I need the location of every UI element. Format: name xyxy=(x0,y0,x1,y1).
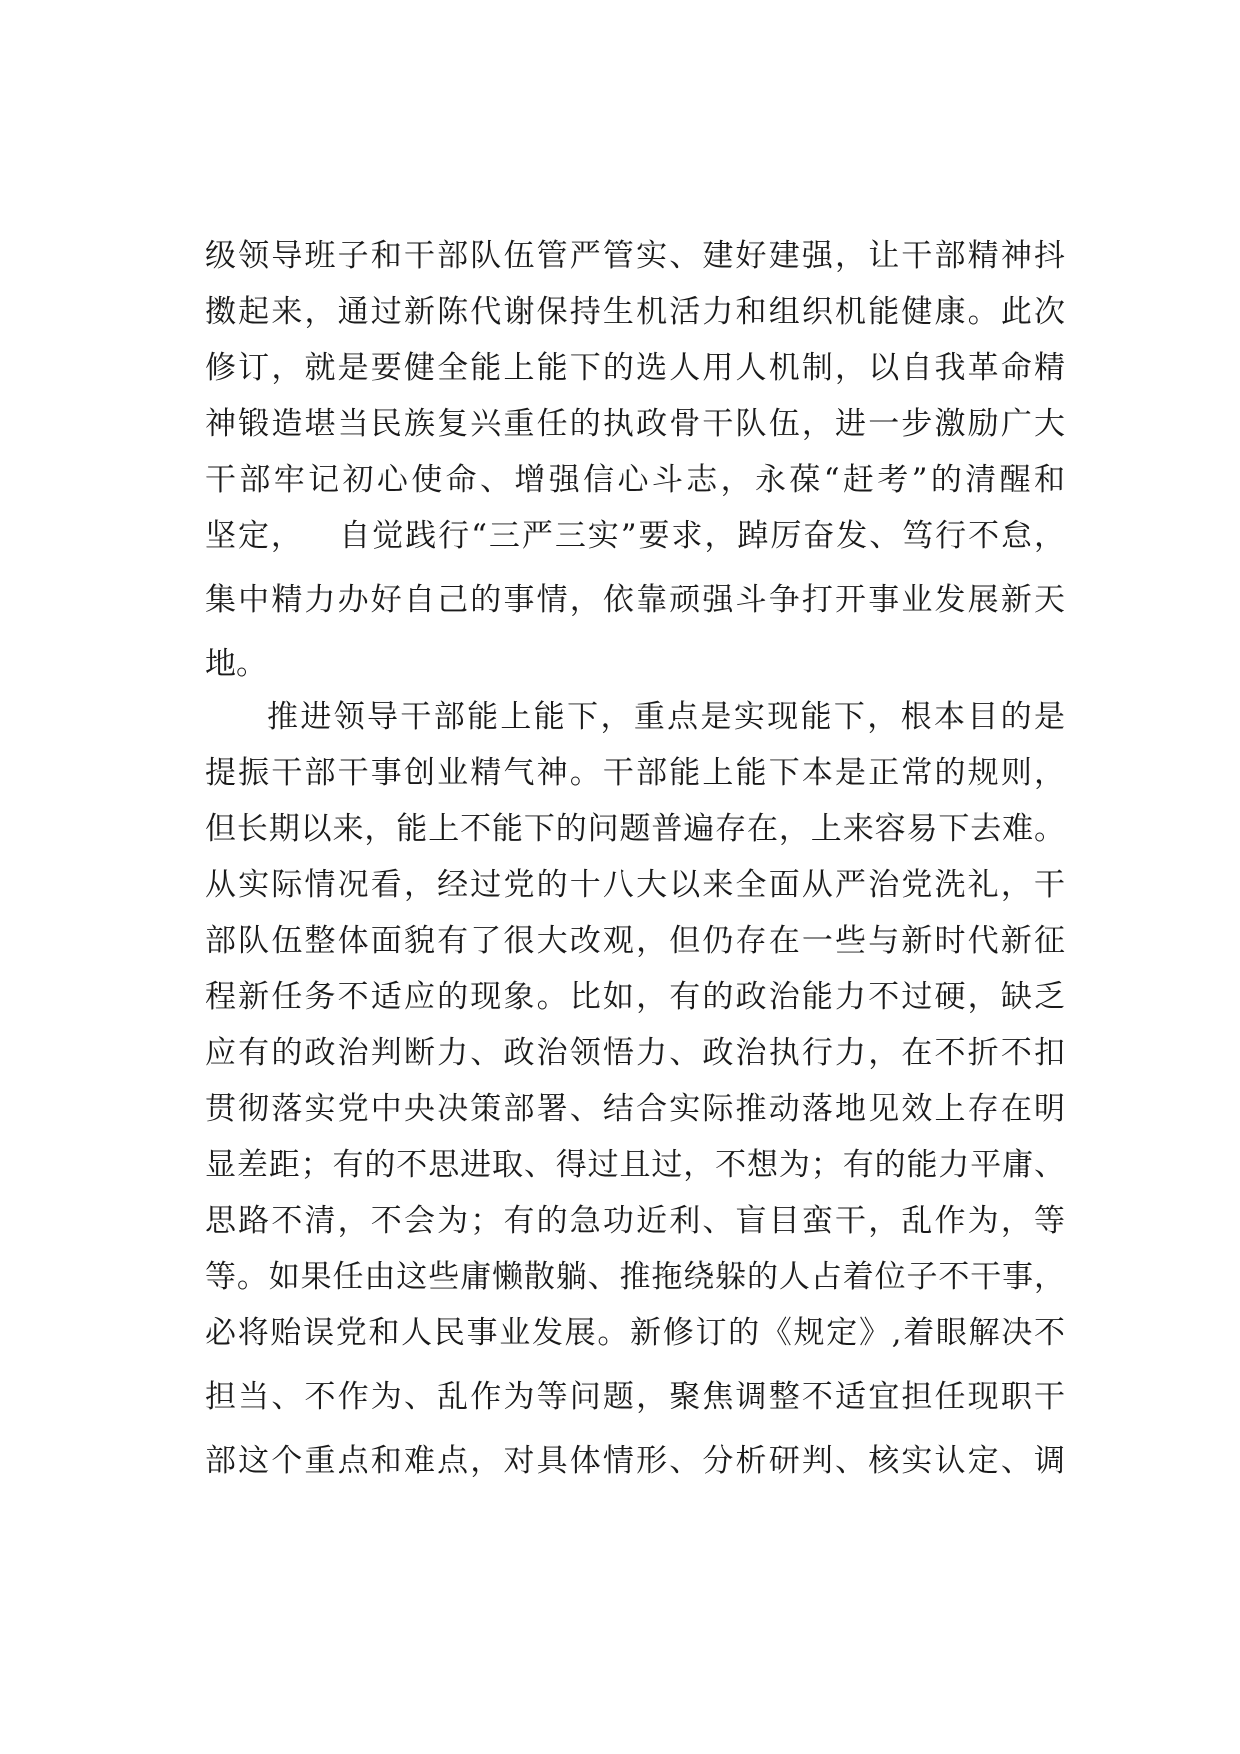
paragraph-2-line: 但长期以来，能上不能下的问题普遍存在，上来容易下去难。 xyxy=(205,811,1065,847)
paragraph-2-line: 等。如果任由这些庸懒散躺、推拖绕躲的人占着位子不干事， xyxy=(205,1259,1065,1295)
paragraph-2-line: 显差距；有的不思进取、得过且过，不想为；有的能力平庸、 xyxy=(205,1147,1065,1183)
paragraph-2-line: 部这个重点和难点，对具体情形、分析研判、核实认定、调 xyxy=(205,1443,1065,1479)
paragraph-1-line: 修订，就是要健全能上能下的选人用人机制，以自我革命精 xyxy=(205,350,1065,386)
paragraph-1-line: 集中精力办好自己的事情，依靠顽强斗争打开事业发展新天 xyxy=(205,582,1065,618)
paragraph-1-line: 神锻造堪当民族复兴重任的执政骨干队伍，进一步激励广大 xyxy=(205,406,1065,442)
paragraph-1-line: 地。 xyxy=(205,646,267,682)
paragraph-2-line: 必将贻误党和人民事业发展。新修订的《规定》,着眼解决不 xyxy=(205,1315,1065,1351)
paragraph-2-line: 程新任务不适应的现象。比如，有的政治能力不过硬，缺乏 xyxy=(205,979,1065,1015)
paragraph-2-line: 担当、不作为、乱作为等问题，聚焦调整不适宜担任现职干 xyxy=(205,1379,1065,1415)
paragraph-2-line: 提振干部干事创业精气神。干部能上能下本是正常的规则， xyxy=(205,755,1065,791)
paragraph-1-line: 级领导班子和干部队伍管严管实、建好建强，让干部精神抖 xyxy=(205,238,1065,274)
paragraph-2-line: 部队伍整体面貌有了很大改观，但仍存在一些与新时代新征 xyxy=(205,923,1065,959)
paragraph-1-line: 擞起来，通过新陈代谢保持生机活力和组织机能健康。此次 xyxy=(205,294,1065,330)
paragraph-1-line: 干部牢记初心使命、增强信心斗志，永葆“赶考”的清醒和 xyxy=(205,462,1065,498)
paragraph-2-line: 贯彻落实党中央决策部署、结合实际推动落地见效上存在明 xyxy=(205,1091,1065,1127)
paragraph-2-line: 应有的政治判断力、政治领悟力、政治执行力，在不折不扣 xyxy=(205,1035,1065,1071)
paragraph-1 xyxy=(205,228,1065,692)
paragraph-2-line: 思路不清，不会为；有的急功近利、盲目蛮干，乱作为，等 xyxy=(205,1203,1065,1239)
paragraph-2 xyxy=(205,689,1065,1489)
paragraph-2-line: 从实际情况看，经过党的十八大以来全面从严治党洗礼，干 xyxy=(205,867,1065,903)
paragraph-2-line: 推进领导干部能上能下，重点是实现能下，根本目的是 xyxy=(267,699,1065,735)
paragraph-1-line: 坚定， 自觉践行“三严三实”要求，踔厉奋发、笃行不怠， xyxy=(205,518,1065,554)
